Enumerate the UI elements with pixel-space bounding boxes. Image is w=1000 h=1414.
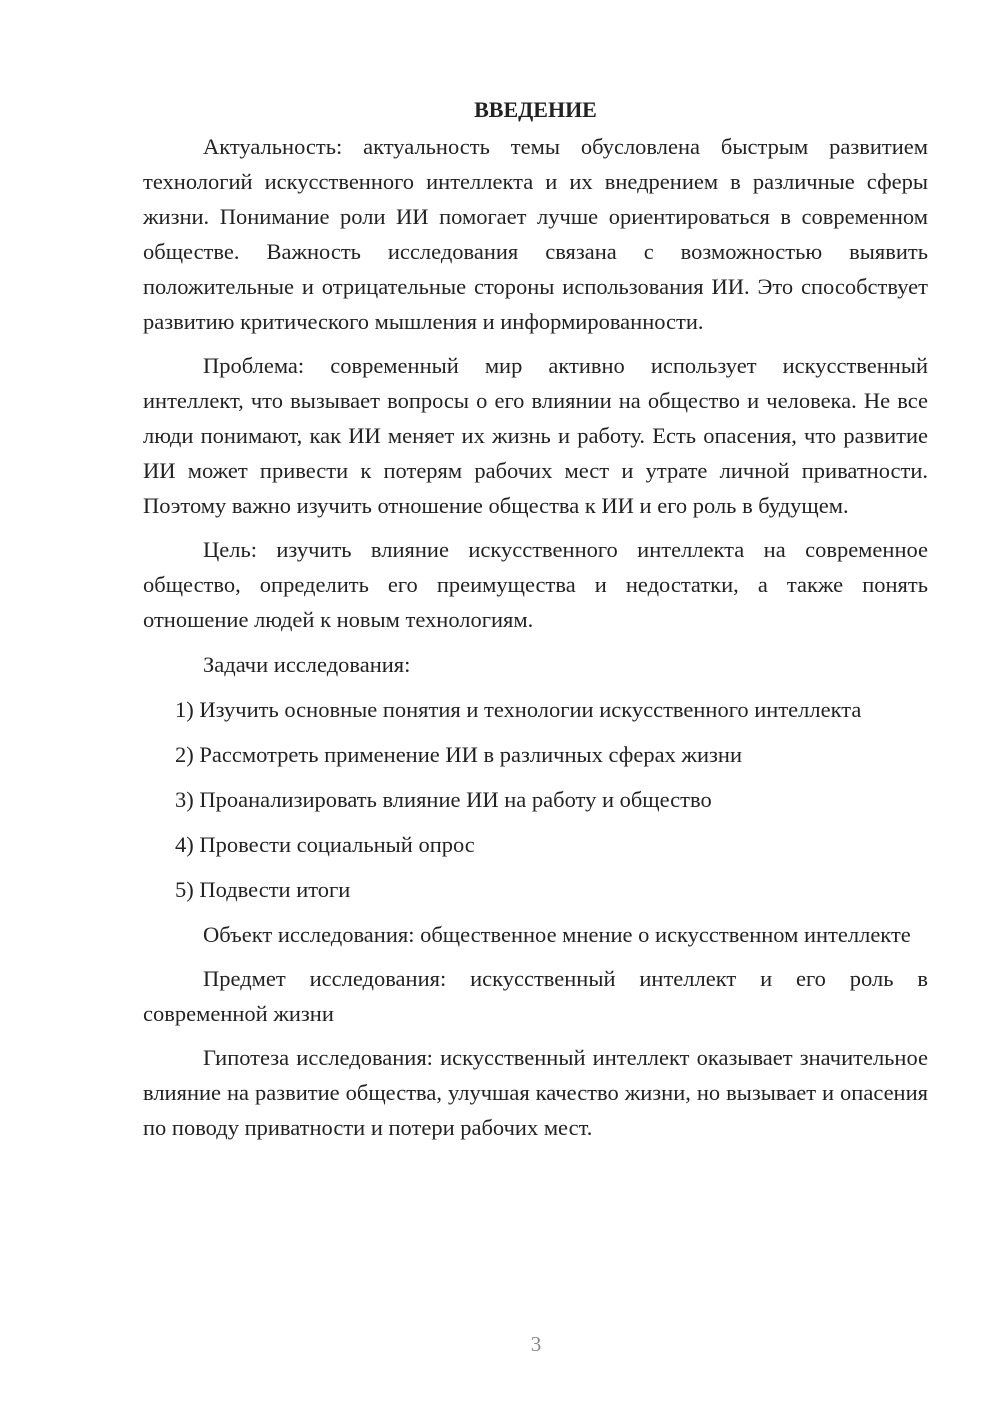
paragraph-subject: Предмет исследования: искусственный интеллект и его роль в современной жизни bbox=[143, 966, 928, 1026]
paragraph-relevance: Актуальность: актуальность темы обусловлена быстрым развитием технологий искусственного интеллекта и их внедрением в различные сферы жизни. Понимание роли ИИ помогает лучше ориентироваться в современном обществе. Важность исследования связана с возможностью выявить положительные и отрицательные стороны использования ИИ. Это способствует развитию критического мышления и информированности. bbox=[143, 134, 928, 334]
paragraph-object: Объект исследования: общественное мнение о искусственном интеллекте bbox=[203, 922, 911, 947]
document-body bbox=[143, 92, 928, 1154]
task-item: 2) Рассмотреть применение ИИ в различных сферах жизни bbox=[175, 742, 742, 767]
task-item: 3) Проанализировать влияние ИИ на работу и общество bbox=[175, 787, 712, 812]
page-number: 3 bbox=[530, 1332, 542, 1356]
task-item: 1) Изучить основные понятия и технологии искусственного интеллекта bbox=[175, 697, 862, 722]
tasks-heading: Задачи исследования: bbox=[203, 652, 411, 677]
task-item: 5) Подвести итоги bbox=[175, 877, 351, 902]
page-title: ВВЕДЕНИЕ bbox=[474, 97, 597, 122]
paragraph-hypothesis: Гипотеза исследования: искусственный интеллект оказывает значительное влияние на развитие общества, улучшая качество жизни, но вызывает и опасения по поводу приватности и потери рабочих мест. bbox=[143, 1045, 928, 1140]
paragraph-problem: Проблема: современный мир активно использует искусственный интеллект, что вызывает вопросы о его влиянии на общество и человека. Не все люди понимают, как ИИ меняет их жизнь и работу. Есть опасения, что развитие ИИ может привести к потерям рабочих мест и утрате личной приватности. Поэтому важно изучить отношение общества к ИИ и его роль в будущем. bbox=[143, 353, 928, 518]
task-item: 4) Провести социальный опрос bbox=[175, 832, 475, 857]
paragraph-goal: Цель: изучить влияние искусственного интеллекта на современное общество, определить его преимущества и недостатки, а также понять отношение людей к новым технологиям. bbox=[143, 537, 928, 632]
